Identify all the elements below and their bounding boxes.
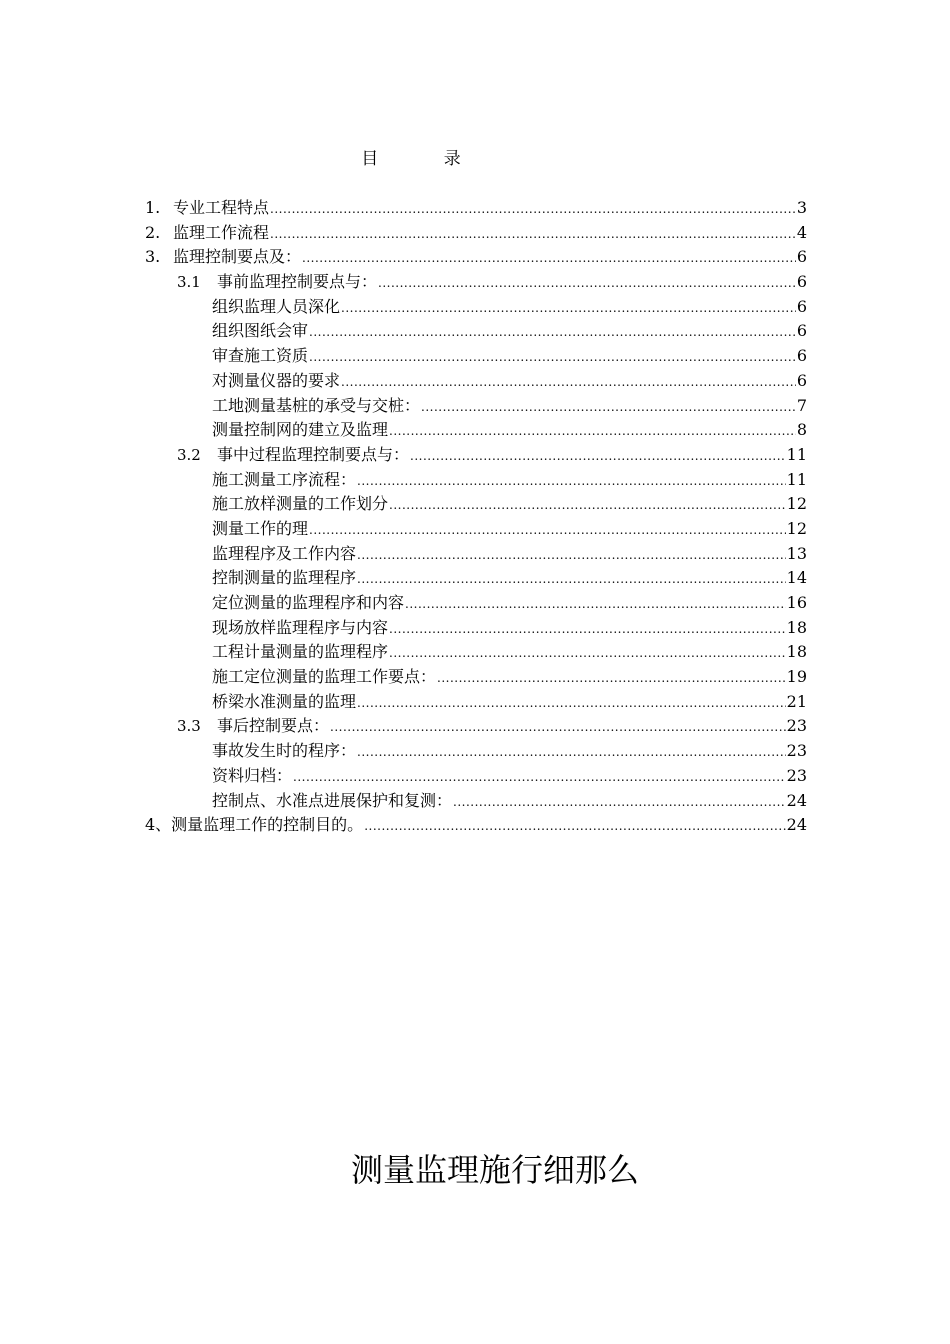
toc-entry-page: 3	[796, 198, 807, 217]
toc-entry-page: 19	[786, 667, 807, 687]
toc-dot-leader	[410, 444, 786, 469]
toc-entry[interactable]	[145, 764, 807, 789]
toc-entry-number: 3.2	[177, 445, 201, 464]
toc-dot-leader	[437, 666, 786, 691]
toc-entry-page: 12	[786, 494, 807, 514]
toc-entry-page: 24	[786, 790, 807, 810]
toc-entry-page: 7	[796, 395, 807, 415]
toc-entry-title: 事后控制要点：	[217, 716, 330, 736]
toc-entry-title: 控制点、水准点进展保护和复测：	[212, 790, 453, 810]
toc-entry[interactable]	[145, 517, 807, 542]
toc-entry-page: 18	[786, 642, 807, 662]
toc-entry[interactable]	[145, 566, 807, 591]
toc-entry[interactable]	[145, 319, 807, 344]
toc-entry-number: 2.	[145, 222, 161, 242]
toc-entry-title: 监理程序及工作内容	[212, 543, 357, 563]
toc-entry-number: 3.	[145, 247, 161, 267]
toc-entry-title: 施工定位测量的监理工作要点：	[212, 667, 437, 687]
toc-entry[interactable]	[145, 394, 807, 419]
toc-entry[interactable]	[145, 443, 807, 468]
toc-entry[interactable]	[145, 468, 807, 493]
toc-dot-leader	[453, 790, 786, 815]
document-title: 测量监理施行细那么	[350, 1151, 639, 1189]
toc-dot-leader	[389, 641, 786, 666]
toc-entry-page: 24	[786, 815, 807, 835]
toc-entry[interactable]	[145, 196, 807, 221]
toc-entry[interactable]	[145, 665, 807, 690]
toc-dot-leader	[302, 246, 796, 271]
toc-entry[interactable]	[145, 369, 807, 394]
toc-entry-page: 6	[796, 296, 807, 316]
toc-entry-title: 控制测量的监理程序	[212, 568, 357, 588]
toc-entry-number: 3.3	[177, 717, 201, 736]
toc-entry-title: 事前监理控制要点与：	[217, 272, 378, 292]
toc-entry-title: 桥梁水准测量的监理	[212, 691, 357, 711]
toc-dot-leader	[405, 592, 786, 617]
toc-dot-leader	[357, 543, 786, 568]
toc-entry-page: 16	[786, 593, 807, 612]
toc-entry-number: 1.	[145, 198, 161, 217]
toc-entry-title: 审查施工资质	[212, 346, 309, 366]
toc-entry-page: 13	[786, 543, 807, 563]
toc-dot-leader	[270, 197, 796, 222]
toc-dot-leader	[341, 370, 796, 395]
toc-dot-leader	[293, 765, 786, 790]
toc-entry[interactable]	[145, 789, 807, 814]
toc-entry-page: 23	[786, 741, 807, 761]
toc-entry-page: 23	[786, 716, 807, 736]
toc-entry[interactable]	[145, 640, 807, 665]
toc-dot-leader	[357, 740, 786, 765]
toc-dot-leader	[309, 320, 796, 345]
toc-entry[interactable]	[145, 245, 807, 270]
toc-dot-leader	[270, 222, 796, 247]
toc-entry-page: 6	[796, 321, 807, 341]
toc-entry-title: 定位测量的监理程序和内容	[212, 593, 405, 612]
toc-entry[interactable]	[145, 221, 807, 246]
toc-entry-page: 8	[796, 420, 807, 440]
toc-entry-page: 18	[786, 617, 807, 637]
toc-dot-leader	[378, 271, 796, 296]
toc-dot-leader	[330, 715, 786, 740]
toc-entry-title: 工地测量基桩的承受与交桩：	[212, 395, 421, 415]
toc-entry[interactable]	[145, 739, 807, 764]
toc-entry-title: 监理工作流程	[173, 222, 270, 242]
toc-heading: 目 录	[361, 149, 491, 169]
toc-entry-title: 施工测量工序流程：	[212, 469, 357, 489]
toc-entry-page: 4	[796, 222, 807, 242]
toc-entry[interactable]	[145, 270, 807, 295]
toc-entry-title: 4、测量监理工作的控制目的。	[145, 815, 364, 835]
toc-dot-leader	[389, 419, 796, 444]
toc-entry-page: 23	[786, 765, 807, 785]
toc-entry-page: 14	[786, 568, 807, 588]
toc-entry-page: 21	[786, 691, 807, 711]
toc-entry-title: 事故发生时的程序：	[212, 741, 357, 761]
toc-dot-leader	[421, 395, 796, 420]
toc-entry-page: 6	[796, 370, 807, 390]
toc-dot-leader	[389, 493, 786, 518]
toc-entry-title: 事中过程监理控制要点与：	[217, 444, 410, 464]
toc-dot-leader	[357, 691, 786, 716]
toc-entry-title: 对测量仪器的要求	[212, 370, 341, 390]
toc-entry-title: 测量工作的理	[212, 518, 309, 538]
toc-dot-leader	[357, 469, 786, 494]
toc-entry-title: 资料归档：	[212, 765, 293, 785]
toc-entry-title: 工程计量测量的监理程序	[212, 642, 389, 662]
toc-entry-page: 12	[786, 518, 807, 538]
toc-entry-number: 3.1	[177, 273, 201, 292]
toc-entry-title: 组织图纸会审	[212, 321, 309, 341]
toc-entry-page: 6	[796, 346, 807, 366]
toc-dot-leader	[341, 296, 796, 321]
toc-entry[interactable]	[145, 344, 807, 369]
toc-entry-page: 11	[786, 444, 807, 464]
toc-entry[interactable]	[145, 690, 807, 715]
toc-entry[interactable]	[145, 714, 807, 739]
toc-entry[interactable]	[145, 492, 807, 517]
toc-entry[interactable]	[145, 813, 807, 838]
toc-entry-title: 施工放样测量的工作划分	[212, 494, 389, 514]
toc-entry-page: 6	[796, 247, 807, 267]
toc-entry[interactable]	[145, 418, 807, 443]
toc-entry[interactable]	[145, 616, 807, 641]
toc-entry-title: 组织监理人员深化	[212, 296, 341, 316]
toc-dot-leader	[364, 814, 785, 839]
toc-entry-title: 测量控制网的建立及监理	[212, 420, 389, 440]
toc-entry-page: 11	[786, 469, 807, 489]
table-of-contents	[145, 196, 807, 838]
toc-entry-title: 监理控制要点及：	[173, 247, 302, 267]
toc-entry-page: 6	[796, 272, 807, 292]
toc-entry-title: 现场放样监理程序与内容	[212, 617, 389, 637]
toc-dot-leader	[309, 345, 796, 370]
toc-entry[interactable]	[145, 295, 807, 320]
toc-entry[interactable]	[145, 591, 807, 616]
toc-entry[interactable]	[145, 542, 807, 567]
toc-dot-leader	[357, 567, 786, 592]
toc-dot-leader	[389, 617, 786, 642]
toc-dot-leader	[309, 518, 786, 543]
toc-entry-title: 专业工程特点	[173, 198, 270, 217]
